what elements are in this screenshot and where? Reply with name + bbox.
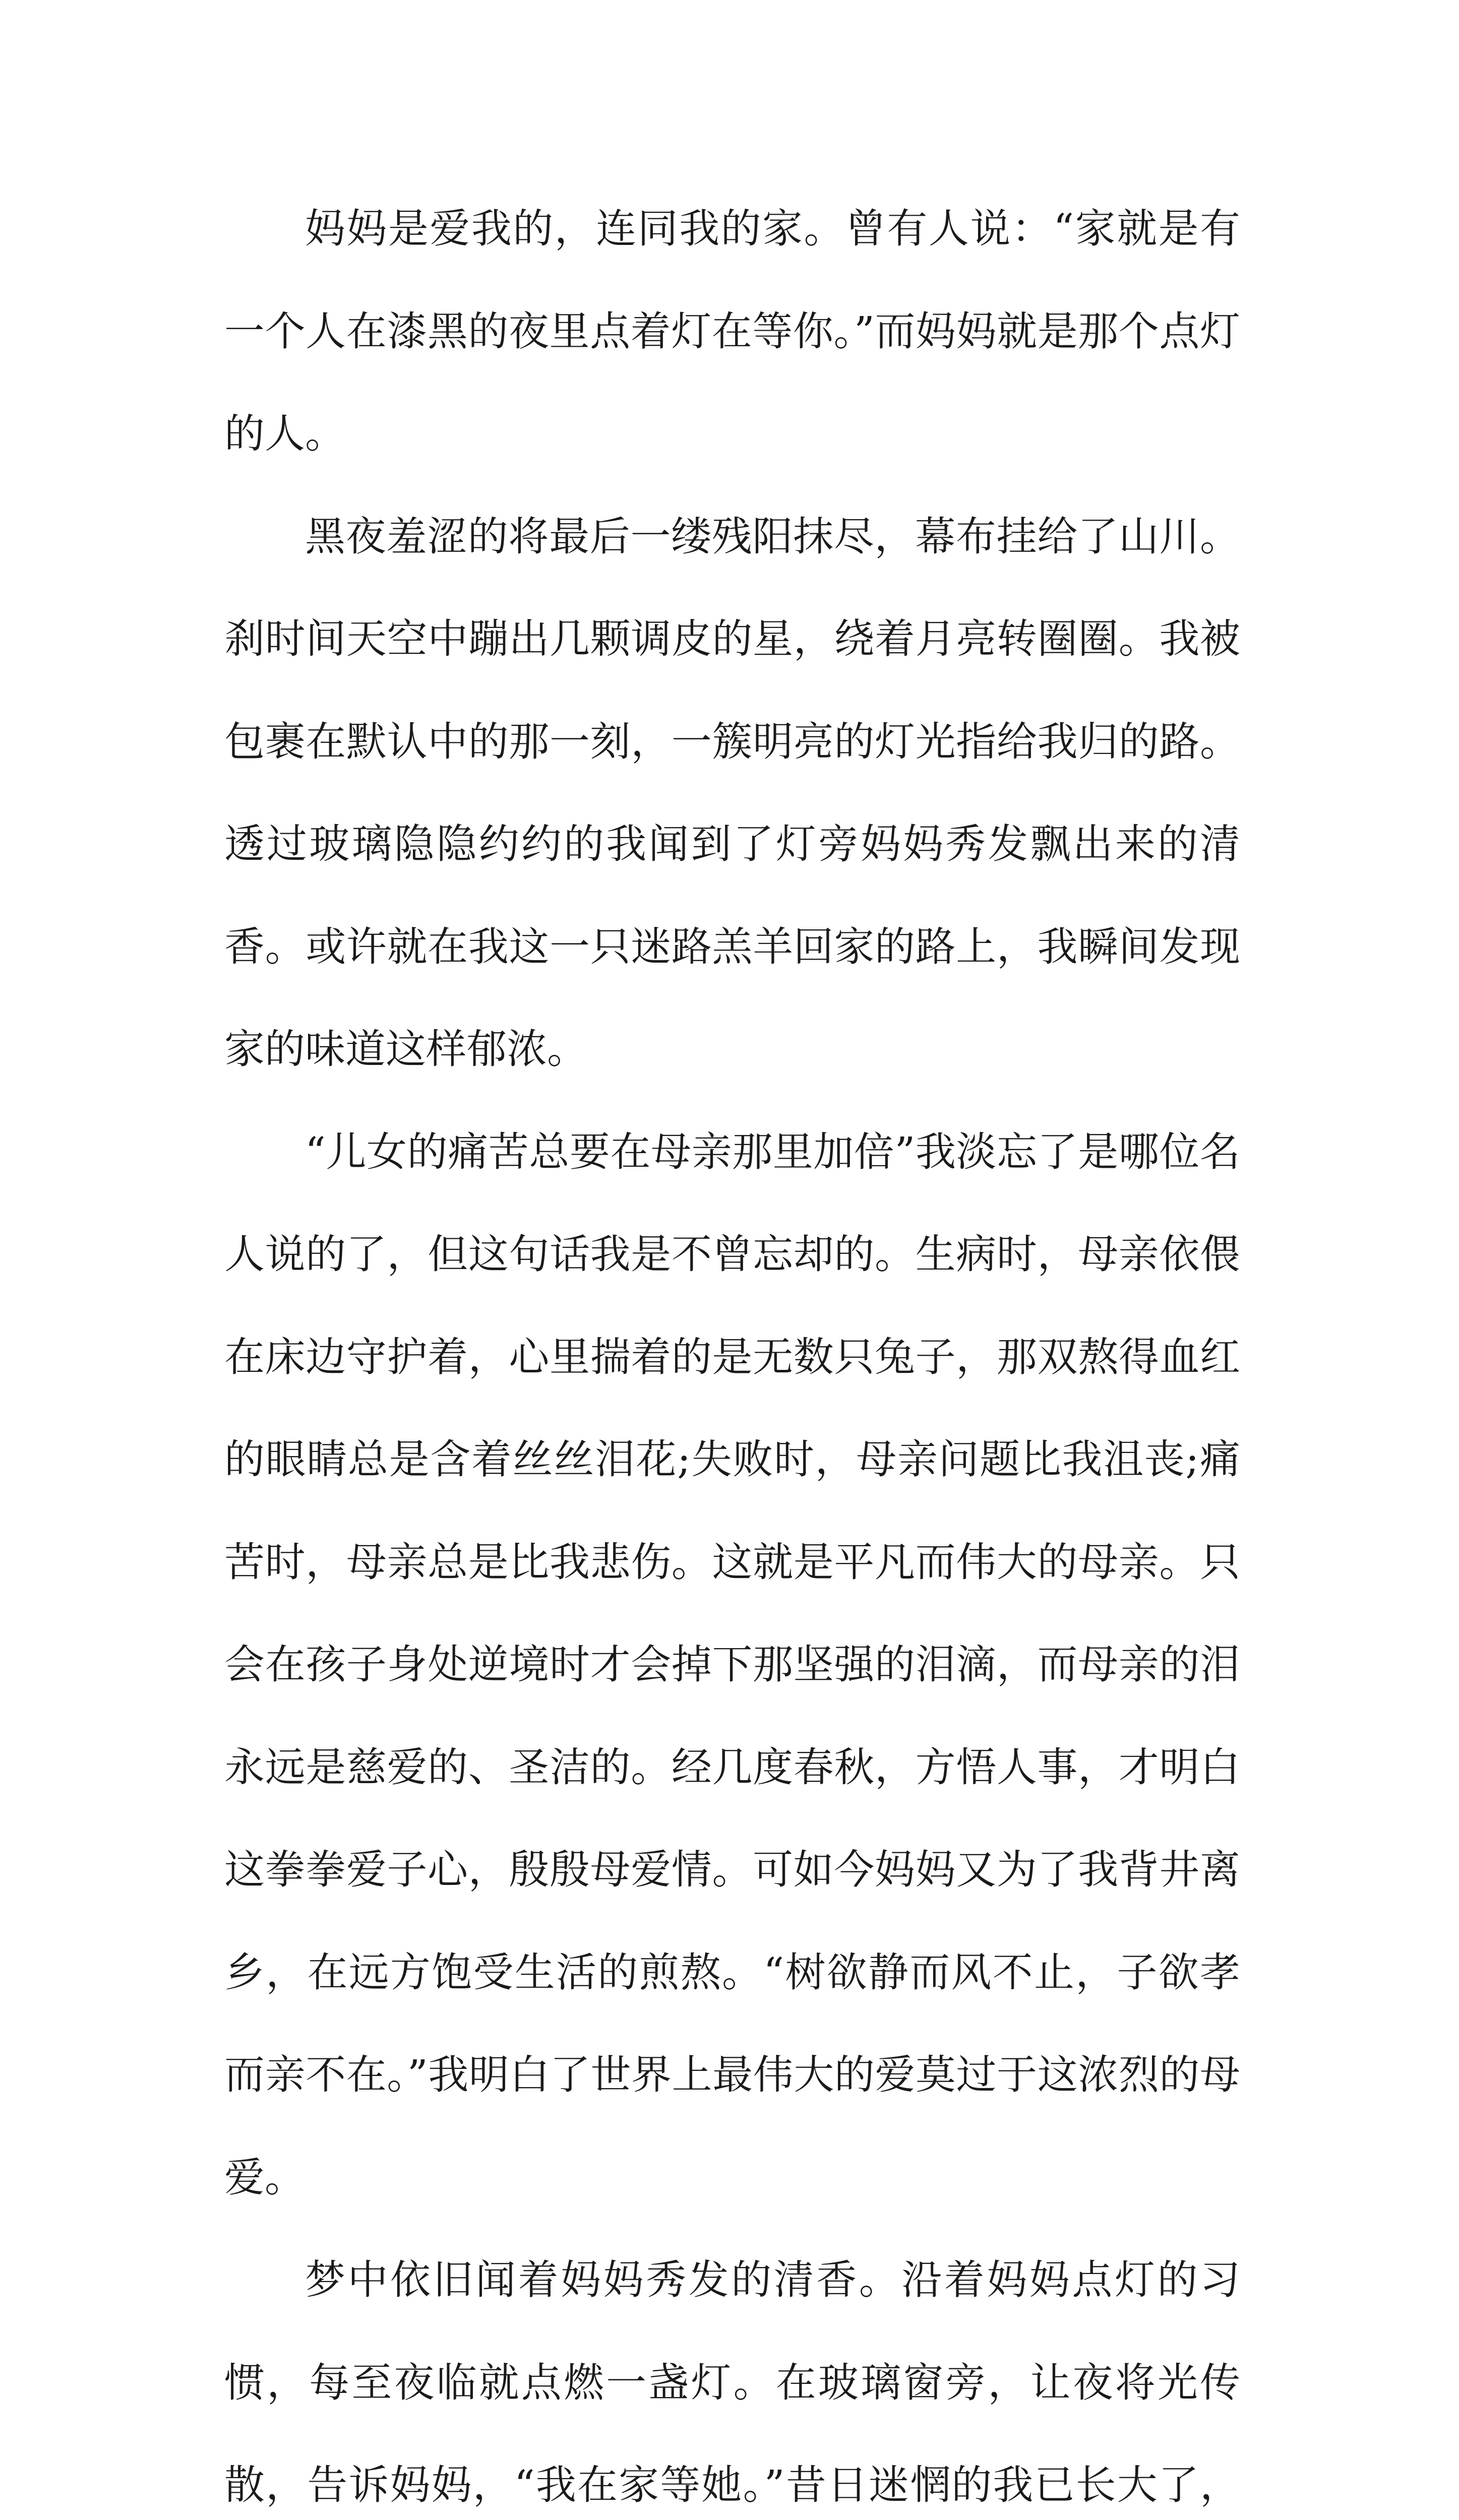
paragraph-4: 梦中依旧闻着妈妈秀发的清香。沿着妈妈点灯的习惯，每至夜临就点燃一盏灯。在玻璃窗旁，让夜将光传散，告诉妈妈，“我在家等她。”昔日迷惘的我已长大了， (224, 2256, 1240, 2508)
paragraph-1: 妈妈是爱我的，连同我的家。曾有人说：“家就是有一个人在漆黑的夜里点着灯在等你。”而妈妈就是那个点灯的人。 (224, 205, 1240, 457)
paragraph-2: 黑夜羞涩的将最后一缕残阳抹尽，幕布挂给了山川。刹时间天空中蹦出几颗调皮的星，绕着月亮转圈圈。我被包裹在默认中的那一刻，一簇明亮的灯光指给我归的路。透过玻璃隐隐约约的我闻到了灯旁妈妈秀发飘出来的清香。或许就在我这一只迷路羔羊回家的路上，我瞬间发现家的味道这样郁浓。 (224, 513, 1240, 1073)
essay-body (224, 177, 1240, 2520)
paragraph-3: “儿女的痛苦总要在母亲那里加倍”我淡忘了是哪位名人说的了，但这句话我是不曾忘却的。生病时，母亲依偎在床边守护着，心里揣着的是无数只兔子，那双熬得血红的眼睛总是含着丝丝泪花;失败时，母亲问题比我沮丧;痛苦时，母亲总是比我悲伤。这就是平凡而伟大的母亲。只会在孩子身处逆境时才会掉下那坚强的泪滴，而母亲的泪永远是慈爱的、圣洁的。经几度春秋，方悟人事，才明白这拳拳爱子心，殷殷母爱情。可如今妈妈又为了我背井离乡，在远方饱受生活的煎熬。“树欲静而风不止，子欲孝而亲不在。”我明白了世界上最伟大的爱莫过于这浓烈的母爱。 (224, 1128, 1240, 2201)
